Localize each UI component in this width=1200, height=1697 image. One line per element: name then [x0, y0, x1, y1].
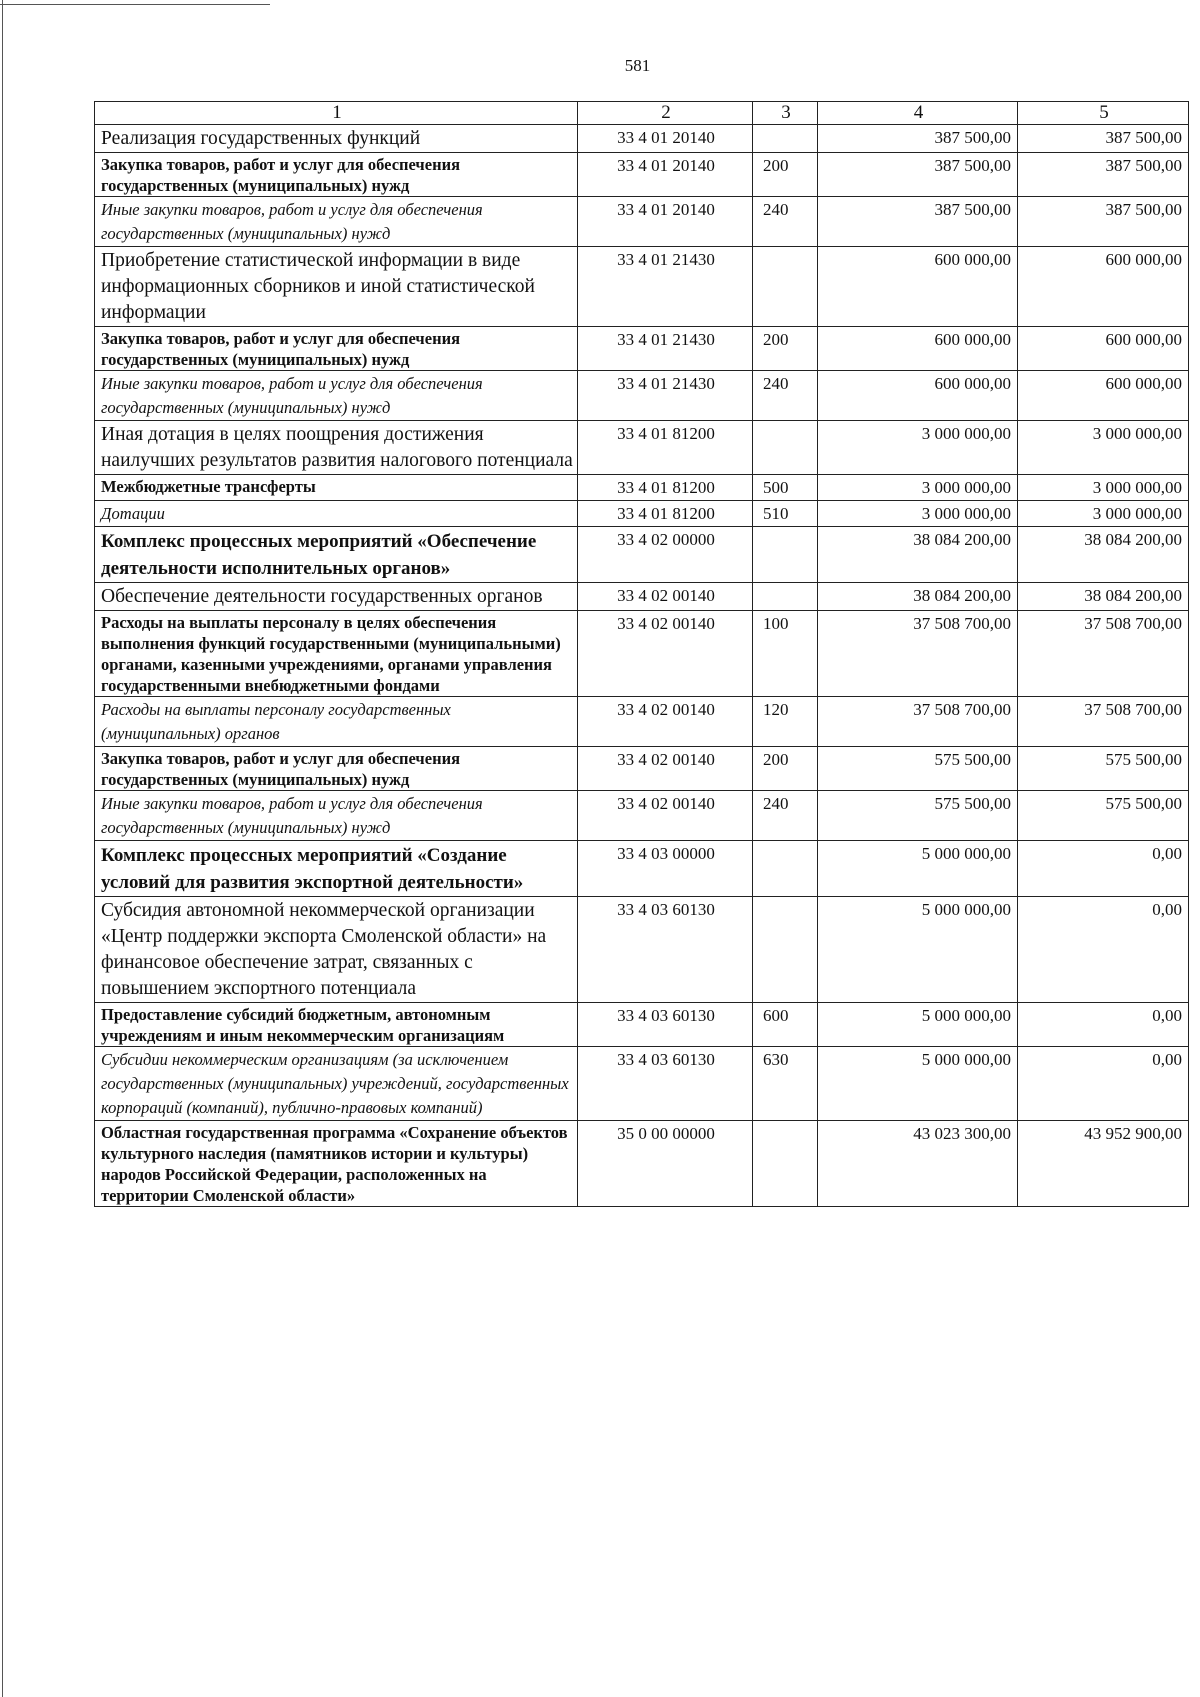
row-code: 33 4 03 60130 — [578, 1003, 753, 1047]
table-row — [95, 153, 1189, 197]
row-type — [753, 1121, 818, 1207]
row-amount-year1: 38 084 200,00 — [818, 583, 1018, 611]
row-type — [753, 841, 818, 897]
header-col-4: 4 — [818, 102, 1018, 125]
row-amount-year2: 600 000,00 — [1018, 247, 1189, 327]
row-amount-year2: 0,00 — [1018, 897, 1189, 1003]
row-type — [753, 583, 818, 611]
row-name: Закупка товаров, работ и услуг для обеспечения государственных (муниципальных) нужд — [95, 747, 578, 791]
row-code: 33 4 01 21430 — [578, 327, 753, 371]
row-type: 200 — [753, 327, 818, 371]
row-name: Приобретение статистической информации в виде информационных сборников и иной статистической информации — [95, 247, 578, 327]
row-name: Иные закупки товаров, работ и услуг для обеспечения государственных (муниципальных) нужд — [95, 197, 578, 247]
row-name: Дотации — [95, 501, 578, 527]
row-type: 240 — [753, 791, 818, 841]
row-type: 200 — [753, 153, 818, 197]
table-row — [95, 583, 1189, 611]
row-code: 33 4 01 20140 — [578, 197, 753, 247]
table-row — [95, 1003, 1189, 1047]
row-amount-year1: 5 000 000,00 — [818, 1047, 1018, 1121]
table-row — [95, 791, 1189, 841]
row-code: 33 4 01 20140 — [578, 153, 753, 197]
row-type — [753, 897, 818, 1003]
table-row — [95, 697, 1189, 747]
row-amount-year2: 0,00 — [1018, 1003, 1189, 1047]
row-code: 33 4 01 81200 — [578, 501, 753, 527]
row-amount-year1: 600 000,00 — [818, 327, 1018, 371]
row-code: 33 4 03 00000 — [578, 841, 753, 897]
table-row — [95, 747, 1189, 791]
row-code: 33 4 01 20140 — [578, 125, 753, 153]
row-code: 33 4 03 60130 — [578, 1047, 753, 1121]
table-row — [95, 371, 1189, 421]
row-amount-year2: 387 500,00 — [1018, 125, 1189, 153]
row-amount-year1: 5 000 000,00 — [818, 1003, 1018, 1047]
row-amount-year2: 37 508 700,00 — [1018, 611, 1189, 697]
row-name: Реализация государственных функций — [95, 125, 578, 153]
table-row — [95, 247, 1189, 327]
row-type — [753, 125, 818, 153]
row-amount-year1: 575 500,00 — [818, 747, 1018, 791]
row-code: 33 4 02 00140 — [578, 611, 753, 697]
row-type — [753, 421, 818, 475]
row-amount-year1: 575 500,00 — [818, 791, 1018, 841]
table-row — [95, 475, 1189, 501]
table-row — [95, 611, 1189, 697]
row-name: Субсидия автономной некоммерческой организации «Центр поддержки экспорта Смоленской области» на финансовое обеспечение затрат, связанных с повышением экспортного потенциала — [95, 897, 578, 1003]
row-amount-year2: 37 508 700,00 — [1018, 697, 1189, 747]
row-amount-year1: 38 084 200,00 — [818, 527, 1018, 583]
row-name: Иные закупки товаров, работ и услуг для обеспечения государственных (муниципальных) нужд — [95, 791, 578, 841]
row-name: Расходы на выплаты персоналу в целях обеспечения выполнения функций государственными (муниципальными) органами, казенными учреждениями, органами управления государственными внебюджетными фондами — [95, 611, 578, 697]
row-amount-year2: 387 500,00 — [1018, 197, 1189, 247]
row-name: Расходы на выплаты персоналу государственных (муниципальных) органов — [95, 697, 578, 747]
row-code: 33 4 02 00000 — [578, 527, 753, 583]
row-code: 33 4 03 60130 — [578, 897, 753, 1003]
scan-edge-left — [2, 0, 3, 1697]
scan-edge-top — [0, 4, 270, 5]
row-amount-year2: 0,00 — [1018, 841, 1189, 897]
row-amount-year1: 43 023 300,00 — [818, 1121, 1018, 1207]
table-row — [95, 501, 1189, 527]
row-amount-year1: 387 500,00 — [818, 197, 1018, 247]
table-row — [95, 197, 1189, 247]
row-code: 33 4 01 81200 — [578, 475, 753, 501]
row-name: Обеспечение деятельности государственных органов — [95, 583, 578, 611]
row-type: 100 — [753, 611, 818, 697]
table-row — [95, 1121, 1189, 1207]
header-col-5: 5 — [1018, 102, 1189, 125]
row-code: 33 4 02 00140 — [578, 747, 753, 791]
table-row — [95, 527, 1189, 583]
page-number: 581 — [624, 56, 651, 75]
row-type — [753, 247, 818, 327]
row-code: 33 4 01 81200 — [578, 421, 753, 475]
table-header-row — [95, 102, 1189, 125]
row-code: 33 4 02 00140 — [578, 583, 753, 611]
row-type: 200 — [753, 747, 818, 791]
header-col-2: 2 — [578, 102, 753, 125]
row-amount-year1: 5 000 000,00 — [818, 897, 1018, 1003]
row-amount-year1: 387 500,00 — [818, 125, 1018, 153]
budget-table — [94, 101, 1189, 1207]
table-row — [95, 1047, 1189, 1121]
table-row — [95, 841, 1189, 897]
row-amount-year2: 3 000 000,00 — [1018, 501, 1189, 527]
row-name: Субсидии некоммерческим организациям (за исключением государственных (муниципальных) учреждений, государственных корпораций (компаний), публично-правовых компаний) — [95, 1047, 578, 1121]
row-name: Закупка товаров, работ и услуг для обеспечения государственных (муниципальных) нужд — [95, 327, 578, 371]
row-amount-year2: 38 084 200,00 — [1018, 583, 1189, 611]
row-type: 510 — [753, 501, 818, 527]
row-amount-year1: 37 508 700,00 — [818, 611, 1018, 697]
row-amount-year2: 387 500,00 — [1018, 153, 1189, 197]
row-name: Комплекс процессных мероприятий «Обеспечение деятельности исполнительных органов» — [95, 527, 578, 583]
row-type: 630 — [753, 1047, 818, 1121]
row-amount-year2: 38 084 200,00 — [1018, 527, 1189, 583]
row-amount-year2: 0,00 — [1018, 1047, 1189, 1121]
row-type — [753, 527, 818, 583]
row-amount-year2: 3 000 000,00 — [1018, 475, 1189, 501]
row-amount-year2: 43 952 900,00 — [1018, 1121, 1189, 1207]
row-amount-year2: 600 000,00 — [1018, 371, 1189, 421]
row-amount-year2: 575 500,00 — [1018, 747, 1189, 791]
row-amount-year2: 600 000,00 — [1018, 327, 1189, 371]
row-amount-year1: 37 508 700,00 — [818, 697, 1018, 747]
row-name: Иные закупки товаров, работ и услуг для обеспечения государственных (муниципальных) нужд — [95, 371, 578, 421]
row-name: Комплекс процессных мероприятий «Создание условий для развития экспортной деятельности» — [95, 841, 578, 897]
row-name: Межбюджетные трансферты — [95, 475, 578, 501]
row-name: Закупка товаров, работ и услуг для обеспечения государственных (муниципальных) нужд — [95, 153, 578, 197]
table-row — [95, 125, 1189, 153]
row-amount-year1: 387 500,00 — [818, 153, 1018, 197]
row-type: 500 — [753, 475, 818, 501]
row-name: Иная дотация в целях поощрения достижения наилучших результатов развития налогового потенциала — [95, 421, 578, 475]
row-name: Предоставление субсидий бюджетным, автономным учреждениям и иным некоммерческим организациям — [95, 1003, 578, 1047]
row-type: 120 — [753, 697, 818, 747]
row-code: 33 4 02 00140 — [578, 791, 753, 841]
row-name: Областная государственная программа «Сохранение объектов культурного наследия (памятников истории и культуры) народов Российской Федерации, расположенных на территории Смоленской области» — [95, 1121, 578, 1207]
row-amount-year1: 5 000 000,00 — [818, 841, 1018, 897]
row-code: 33 4 01 21430 — [578, 247, 753, 327]
row-amount-year2: 3 000 000,00 — [1018, 421, 1189, 475]
row-type: 600 — [753, 1003, 818, 1047]
row-code: 33 4 01 21430 — [578, 371, 753, 421]
row-code: 33 4 02 00140 — [578, 697, 753, 747]
row-type: 240 — [753, 197, 818, 247]
row-amount-year1: 600 000,00 — [818, 247, 1018, 327]
row-type: 240 — [753, 371, 818, 421]
row-amount-year1: 600 000,00 — [818, 371, 1018, 421]
table-row — [95, 421, 1189, 475]
table-row — [95, 327, 1189, 371]
table-row — [95, 897, 1189, 1003]
row-amount-year1: 3 000 000,00 — [818, 421, 1018, 475]
row-amount-year2: 575 500,00 — [1018, 791, 1189, 841]
header-col-3: 3 — [753, 102, 818, 125]
row-code: 35 0 00 00000 — [578, 1121, 753, 1207]
row-amount-year1: 3 000 000,00 — [818, 475, 1018, 501]
header-col-1: 1 — [95, 102, 578, 125]
row-amount-year1: 3 000 000,00 — [818, 501, 1018, 527]
